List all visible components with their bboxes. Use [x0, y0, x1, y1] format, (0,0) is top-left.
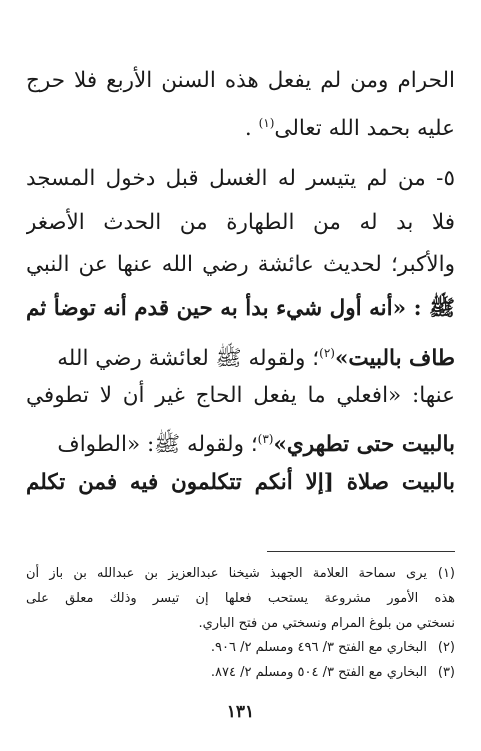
- period: .: [244, 116, 252, 142]
- body-line-8: عنها: «افعلي ما يفعل الحاج غير أن لا تطوفي: [26, 383, 455, 408]
- footnote-1-line-1: [26, 562, 455, 588]
- body-text: عليه بحمد الله تعالى: [274, 116, 455, 142]
- footnote-text: يرى سماحة العلامة الجهبذ شيخنا عبدالعزيز بن عبدالله بن باز أن: [26, 566, 427, 581]
- footnote-3: [26, 661, 455, 687]
- footnote-number: (١): [437, 566, 455, 581]
- body-line-3: ٥- من لم يتيسر له الغسل قبل دخول المسجد: [26, 166, 455, 191]
- footnote-ref-3: (٣): [257, 432, 274, 446]
- footnote-number: (٢): [437, 640, 455, 655]
- body-line-2: [26, 104, 455, 144]
- body-text: بالبيت حتى تطهري»: [273, 432, 455, 458]
- footnote-number: (٣): [437, 665, 455, 680]
- body-line-5: والأكبر؛ لحديث عائشة رضي الله عنها عن النبي: [26, 252, 455, 277]
- footnote-text: البخاري مع الفتح ٣/ ٤٩٦ ومسلم ٢/ ٩٠٦.: [210, 640, 427, 655]
- body-line-9: [26, 420, 455, 460]
- footnote-text: البخاري مع الفتح ٣/ ٥٠٤ ومسلم ٢/ ٨٧٤.: [210, 665, 427, 680]
- footnote-divider: [267, 551, 455, 552]
- page-number: ١٣١: [226, 702, 255, 722]
- body-line-7: [26, 334, 455, 374]
- body-text: ؛ ولقوله ﷺ: «الطواف: [57, 432, 258, 458]
- body-line-10: بالبيت صلاة [إلا أنكم تتكلمون فيه فمن تكلم: [26, 470, 455, 495]
- footnote-1-line-3: نسختي من بلوغ المرام ونسختي من فتح الباري.: [198, 616, 455, 631]
- footnote-ref-2: (٢): [319, 346, 335, 360]
- body-text: ؛ ولقوله ﷺ لعائشة رضي الله: [57, 346, 320, 372]
- body-line-4: فلا بد له من الطهارة من الحدث الأصغر: [26, 210, 455, 235]
- footnote-1-line-2: هذه الأمور مشروعة يستحب فعلها إن تيسر وذلك معلق على: [26, 591, 455, 606]
- footnote-2: [26, 636, 455, 662]
- body-text: طاف بالبيت»: [334, 346, 455, 372]
- footnote-ref-1: (١): [258, 116, 275, 130]
- body-line-1: الحرام ومن لم يفعل هذه السنن الأربع فلا حرج: [26, 68, 455, 93]
- body-line-6: ﷺ : «أنه أول شيء بدأ به حين قدم أنه توضأ ثم: [26, 296, 455, 321]
